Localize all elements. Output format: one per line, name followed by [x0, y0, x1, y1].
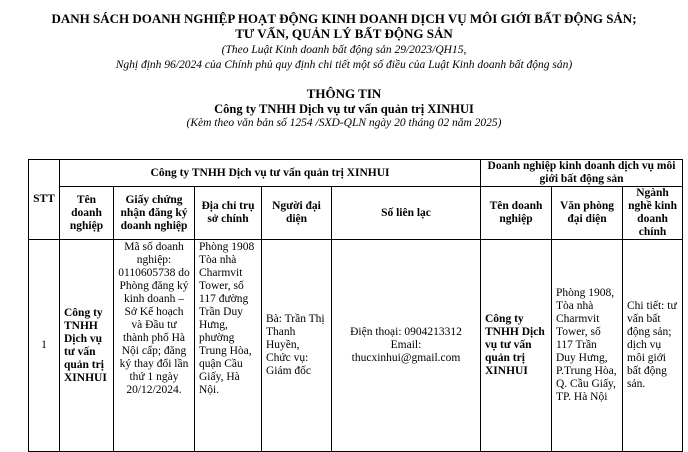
- document-title-line2: TƯ VẤN, QUẢN LÝ BẤT ĐỘNG SẢN: [235, 26, 453, 41]
- cell-name: Công ty TNHH Dịch vụ tư vấn quản trị XINHUI: [60, 240, 114, 452]
- reference-note: (Kèm theo văn bản số 1254 /SXD-QLN ngày 20 tháng 02 năm 2025): [186, 117, 502, 129]
- document-title-line1: DANH SÁCH DOANH NGHIỆP HOẠT ĐỘNG KINH DOANH DỊCH VỤ MÔI GIỚI BẤT ĐỘNG SẢN;: [51, 11, 637, 26]
- contact-phone: Điện thoại: 0904213312: [350, 326, 462, 338]
- broker-group-header: Doanh nghiệp kinh doanh dịch vụ môi giới bất động sản: [481, 160, 683, 187]
- col-header-business: Ngành nghề kinh doanh chính: [623, 187, 683, 240]
- cell-stt: 1: [29, 240, 60, 452]
- col-header-address: Địa chỉ trụ sở chính: [195, 187, 262, 240]
- col-header-representative: Người đại diện: [262, 187, 332, 240]
- cell-broker-name: Công ty TNHH Dịch vụ tư vấn quản trị XINHUI: [481, 240, 552, 452]
- legal-basis-line1: (Theo Luật Kinh doanh bất động sản 29/2023/QH15,: [221, 44, 467, 56]
- legal-basis-line2: Nghị định 96/2024 của Chính phủ quy định chi tiết một số điều của Luật Kinh doanh bất động sản): [115, 59, 573, 71]
- col-header-certificate: Giấy chứng nhận đăng ký doanh nghiệp: [114, 187, 195, 240]
- contact-email: thucxinhui@gmail.com: [351, 352, 461, 364]
- cell-certificate: Mã số doanh nghiệp: 0110605738 do Phòng đăng ký kinh doanh – Sở Kế hoạch và Đầu tư thành phố Hà Nội cấp; đăng ký thay đổi lần thứ 1 ngày 20/12/2024.: [114, 240, 195, 452]
- cell-address: Phòng 1908 Tòa nhà Charmvit Tower, số 117 đường Trần Duy Hưng, phường Trung Hòa, quận Cầu Giấy, Hà Nội.: [195, 240, 262, 452]
- company-group-header: Công ty TNHH Dịch vụ tư vấn quản trị XINHUI: [60, 160, 481, 187]
- info-heading: THÔNG TIN: [306, 86, 382, 101]
- col-header-contact: Số liên lạc: [332, 187, 481, 240]
- col-header-name: Tên doanh nghiệp: [60, 187, 114, 240]
- cell-business: Chi tiết: tư vấn bất động sản; dịch vụ môi giới bất động sản.: [623, 240, 683, 452]
- col-header-office: Văn phòng đại diện: [552, 187, 623, 240]
- stt-header: STT: [29, 160, 60, 240]
- cell-office: Phòng 1908, Tòa nhà Charmvit Tower, số 117 Trần Duy Hưng, P.Trung Hòa, Q. Cầu Giấy, TP. Hà Nội: [552, 240, 623, 452]
- contact-email-label: Email:: [390, 339, 422, 351]
- cell-contact: [332, 240, 481, 452]
- enterprise-table: [28, 159, 683, 452]
- table-row: [29, 240, 683, 452]
- cell-representative: Bà: Trần Thị Thanh Huyền, Chức vụ: Giám đốc: [262, 240, 332, 452]
- col-header-broker-name: Tên doanh nghiệp: [481, 187, 552, 240]
- info-company-name: Công ty TNHH Dịch vụ tư vấn quản trị XINHUI: [214, 102, 474, 116]
